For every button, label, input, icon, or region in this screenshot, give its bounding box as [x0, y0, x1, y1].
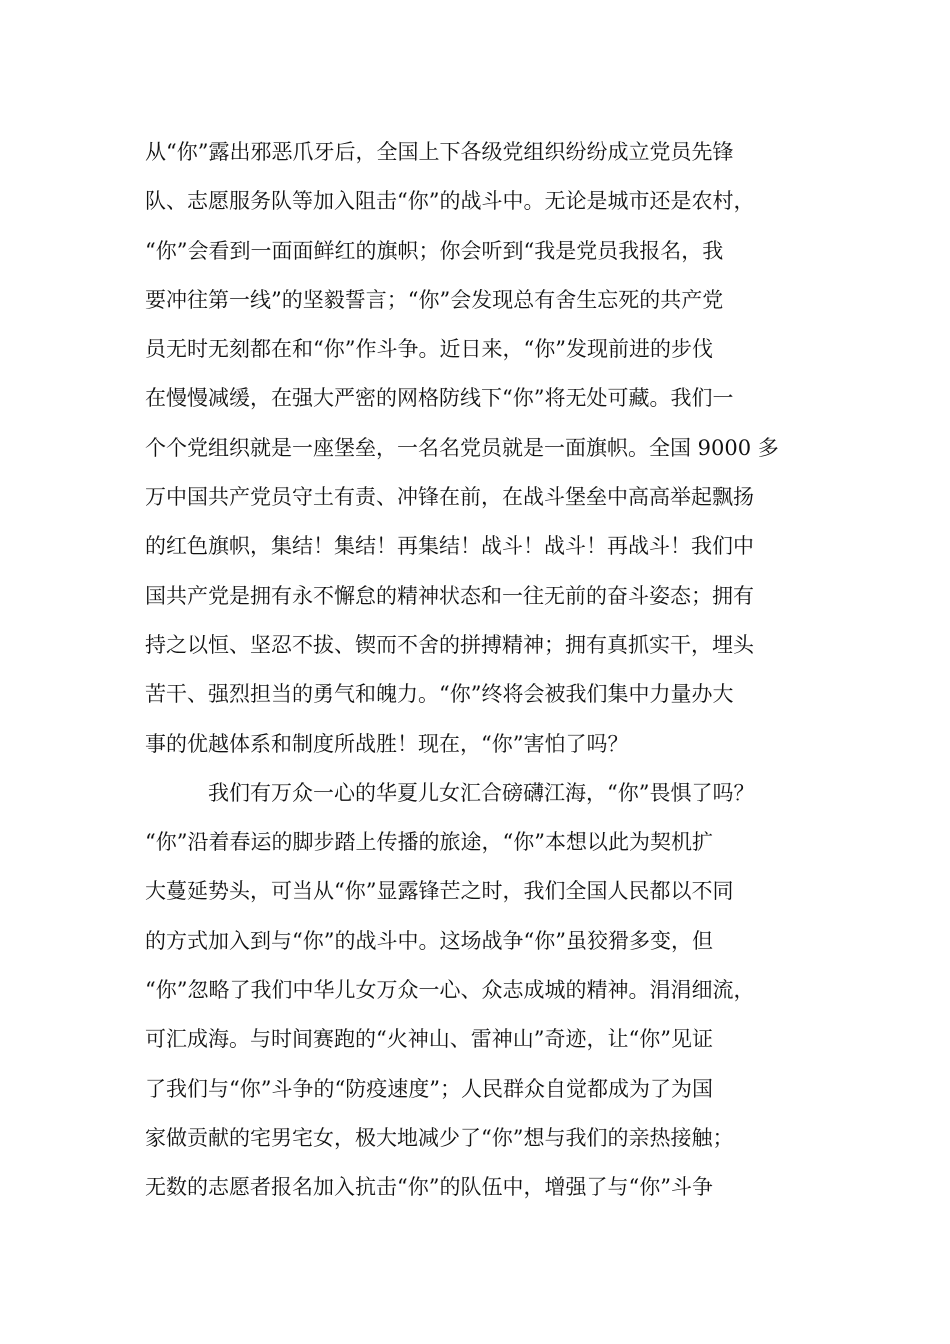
text-line: “你”忽略了我们中华儿女万众一心、众志成城的精神。涓涓细流，: [145, 978, 755, 1003]
text-line: 事的优越体系和制度所战胜！现在，“你”害怕了吗？: [145, 731, 629, 756]
paragraph-2: [145, 769, 835, 1213]
text-line: 在慢慢减缓，在强大严密的网格防线下“你”将无处可藏。我们一: [145, 386, 734, 411]
text-line: “你”沿着春运的脚步踏上传播的旅途，“你”本想以此为契机扩: [145, 830, 713, 855]
text-line: 员无时无刻都在和“你”作斗争。近日来，“你”发现前进的步伐: [145, 337, 713, 362]
text-line: “你”会看到一面面鲜红的旗帜；你会听到“我是党员我报名，我: [145, 238, 724, 263]
text-line: 万中国共产党员守土有责、冲锋在前，在战斗堡垒中高高举起飘扬: [145, 485, 754, 510]
text-line: 的方式加入到与“你”的战斗中。这场战争“你”虽狡猾多变，但: [145, 928, 713, 953]
text-line: 个个党组织就是一座堡垒，一名名党员就是一面旗帜。全国 9000 多: [145, 435, 779, 460]
body-text: [145, 128, 835, 1213]
text-line: 持之以恒、坚忍不拔、锲而不舍的拼搏精神；拥有真抓实干，埋头: [145, 632, 754, 657]
text-line: 无数的志愿者报名加入抗击“你”的队伍中，增强了与“你”斗争: [145, 1175, 713, 1200]
text-line: 可汇成海。与时间赛跑的“火神山、雷神山”奇迹，让“你”见证: [145, 1027, 713, 1052]
paragraph-1: [145, 128, 835, 769]
text-line: 要冲往第一线”的坚毅誓言；“你”会发现总有舍生忘死的共产党: [145, 287, 724, 312]
text-line: 了我们与“你”斗争的“防疫速度”；人民群众自觉都成为了为国: [145, 1076, 713, 1101]
text-line: 的红色旗帜，集结！集结！再集结！战斗！战斗！再战斗！我们中: [145, 534, 754, 559]
text-line: 家做贡献的宅男宅女，极大地减少了“你”想与我们的亲热接触；: [145, 1125, 734, 1150]
text-line: 我们有万众一心的华夏儿女汇合磅礴江海，“你”畏惧了吗？: [208, 780, 755, 805]
text-line: 队、志愿服务队等加入阻击“你”的战斗中。无论是城市还是农村，: [145, 189, 755, 214]
text-line: 苦干、强烈担当的勇气和魄力。“你”终将会被我们集中力量办大: [145, 682, 734, 707]
text-line: 大蔓延势头，可当从“你”显露锋芒之时，我们全国人民都以不同: [145, 879, 734, 904]
text-line: 国共产党是拥有永不懈怠的精神状态和一往无前的奋斗姿态；拥有: [145, 583, 754, 608]
text-line: 从“你”露出邪恶爪牙后，全国上下各级党组织纷纷成立党员先锋: [145, 140, 734, 164]
